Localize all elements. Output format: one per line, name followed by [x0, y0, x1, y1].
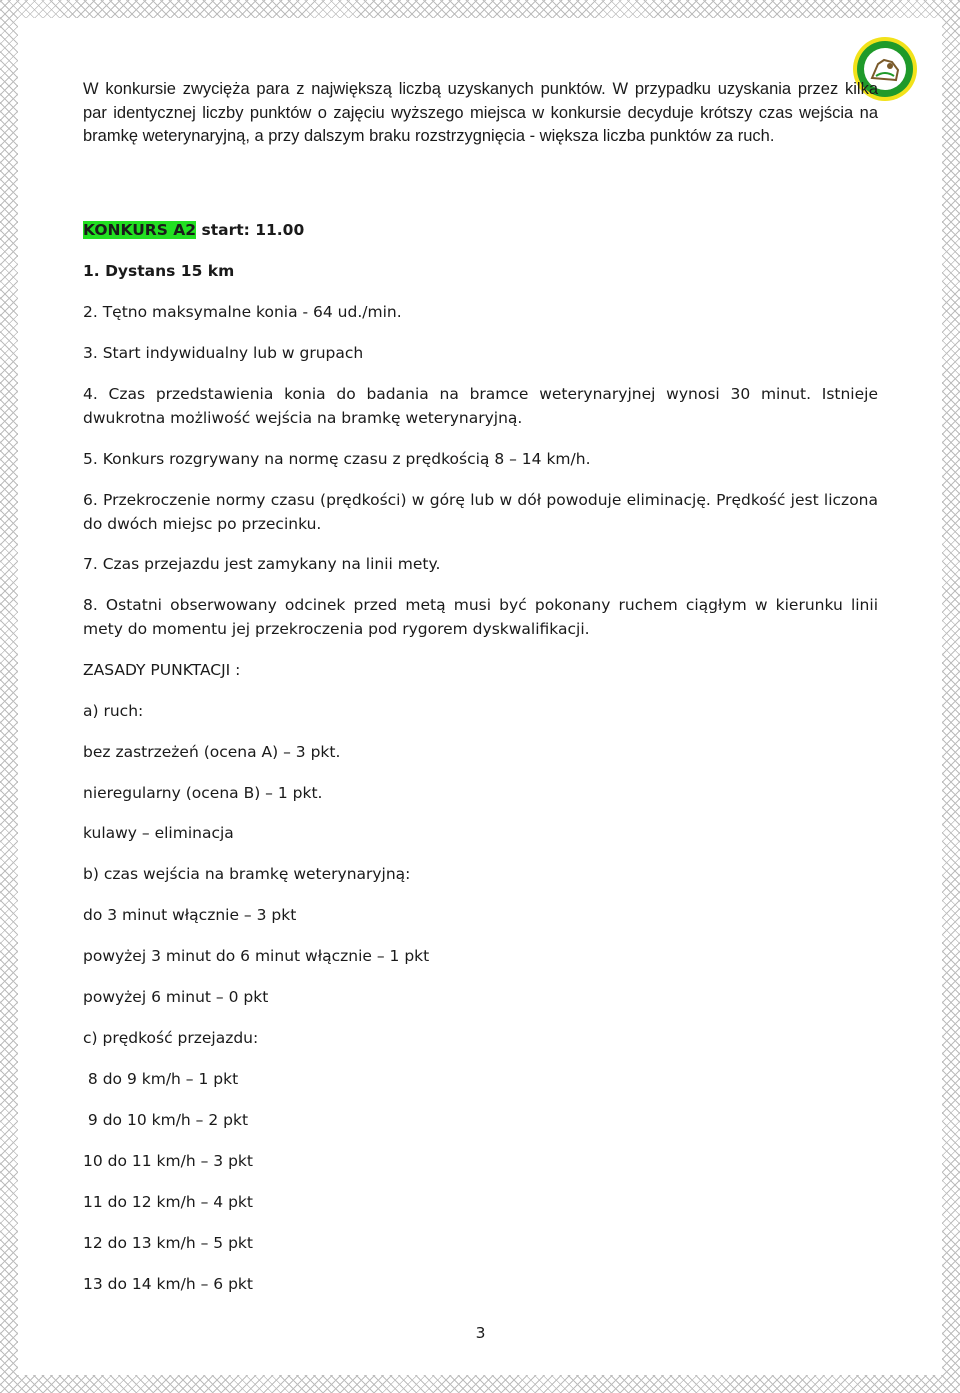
contest-heading	[83, 219, 878, 243]
rule-5: 5. Konkurs rozgrywany na normę czasu z prędkością 8 – 14 km/h.	[83, 450, 591, 468]
scoring-c-item: 13 do 14 km/h – 6 pkt	[83, 1275, 253, 1293]
rule-8: 8. Ostatni obserwowany odcinek przed metą musi być pokonany ruchem ciągłym w kierunku linii mety do momentu jej przekroczenia pod rygorem dyskwalifikacji.	[83, 596, 878, 638]
scoring-c-item: 9 do 10 km/h – 2 pkt	[83, 1111, 249, 1129]
scoring-c-item: 11 do 12 km/h – 4 pkt	[83, 1193, 253, 1211]
scoring-b-item: powyżej 3 minut do 6 minut włącznie – 1 pkt	[83, 947, 430, 965]
scoring-c-title: c) prędkość przejazdu:	[83, 1029, 259, 1047]
scoring-a-title: a) ruch:	[83, 702, 144, 720]
rule-6: 6. Przekroczenie normy czasu (prędkości) w górę lub w dół powoduje eliminację. Prędkość jest liczona do dwóch miejsc po przecinku.	[83, 491, 878, 533]
scoring-a-item: nieregularny (ocena B) – 1 pkt.	[83, 784, 323, 802]
scoring-b-item: do 3 minut włącznie – 3 pkt	[83, 906, 297, 924]
rule-2: 2. Tętno maksymalne konia - 64 ud./min.	[83, 303, 402, 321]
intro-paragraph: W konkursie zwycięża para z największą liczbą uzyskanych punktów. W przypadku uzyskania przez kilka par identycznej liczby punktów o zajęciu wyższego miejsca w konkursie decyduje krótszy czas wejścia na bramkę weterynaryjną, a przy dalszym braku rozstrzygnięcia - większa liczba punktów za ruch.	[83, 80, 878, 145]
scoring-c-item: 12 do 13 km/h – 5 pkt	[83, 1234, 253, 1252]
scoring-b-item: powyżej 6 minut – 0 pkt	[83, 988, 269, 1006]
page-number: 3	[475, 1324, 486, 1342]
contest-start: start: 11.00	[196, 221, 305, 239]
rule-3: 3. Start indywidualny lub w grupach	[83, 344, 364, 362]
rule-7: 7. Czas przejazdu jest zamykany na linii mety.	[83, 555, 441, 573]
scoring-a-item: bez zastrzeżeń (ocena A) – 3 pkt.	[83, 743, 341, 761]
scoring-c-item: 10 do 11 km/h – 3 pkt	[83, 1152, 253, 1170]
rule-1: 1. Dystans 15 km	[83, 262, 235, 280]
scoring-b-title: b) czas wejścia na bramkę weterynaryjną:	[83, 865, 411, 883]
scoring-a-item: kulawy – eliminacja	[83, 824, 234, 842]
scoring-c-item: 8 do 9 km/h – 1 pkt	[83, 1070, 239, 1088]
scoring-title: ZASADY PUNKTACJI :	[83, 661, 241, 679]
contest-name: KONKURS A2	[83, 221, 197, 239]
rule-4: 4. Czas przedstawienia konia do badania na bramce weterynaryjnej wynosi 30 minut. Istnieje dwukrotna możliwość wejścia na bramkę weterynaryjną.	[83, 385, 878, 427]
